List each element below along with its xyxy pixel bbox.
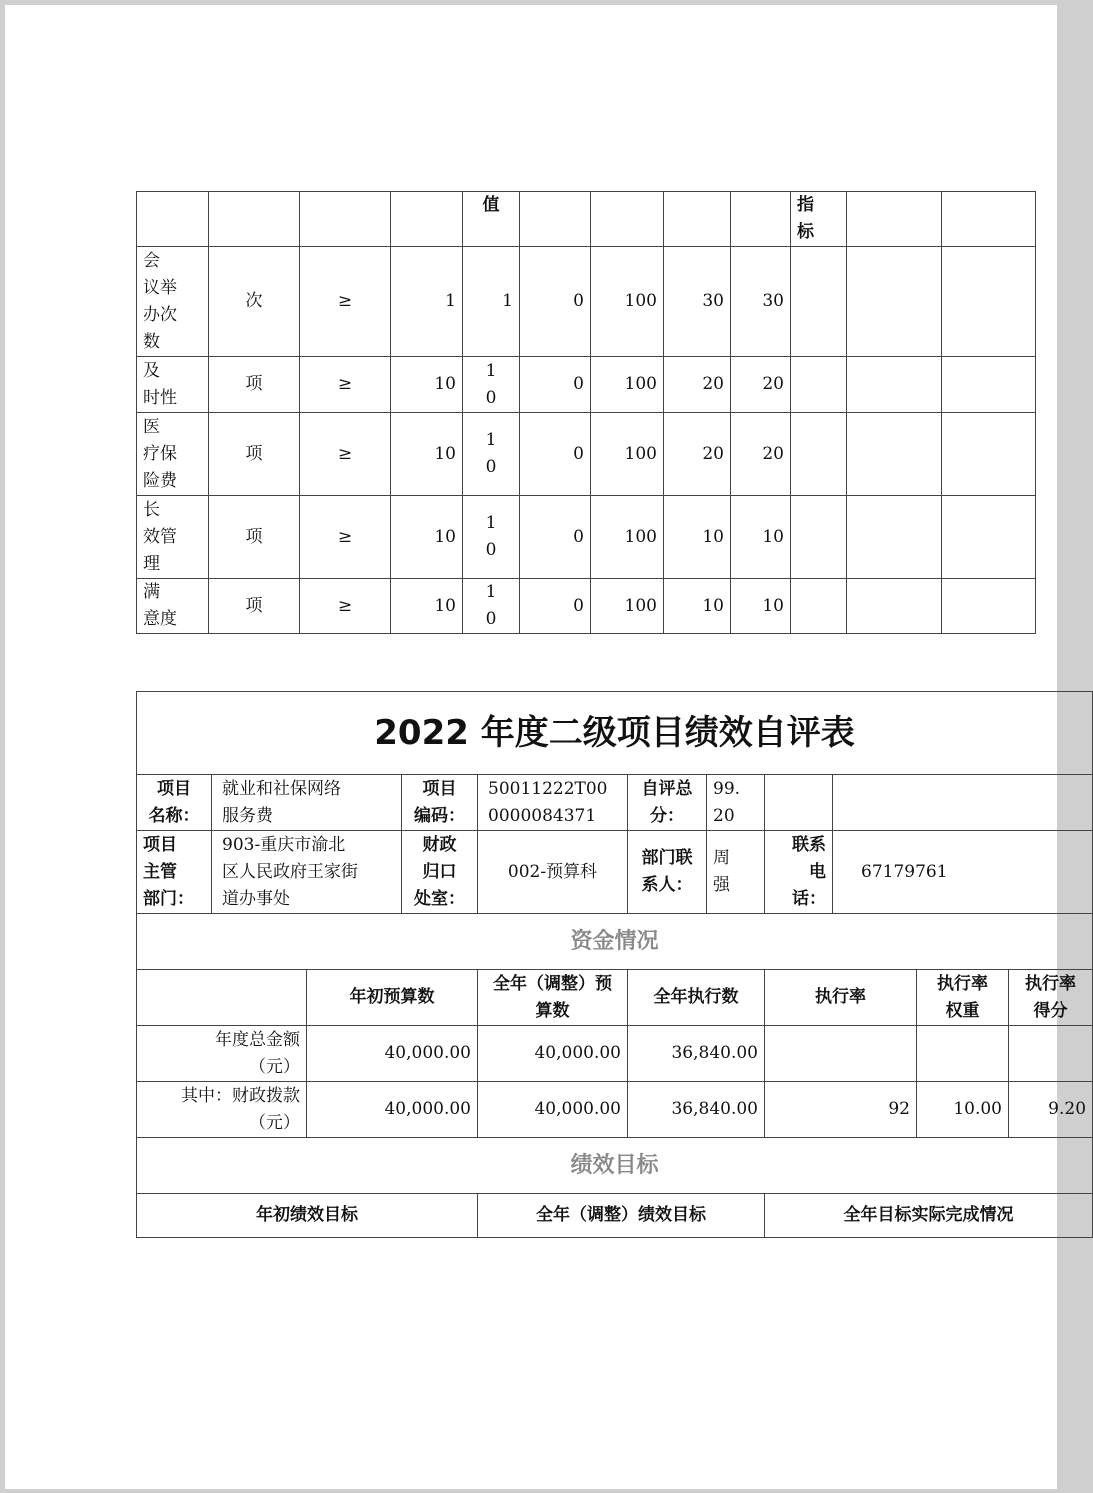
indicator-actual: 1 0 <box>463 496 520 579</box>
indicator-name: 长 效管 理 <box>137 496 209 579</box>
funds-row-label: 其中：财政拨款 （元） <box>137 1082 307 1138</box>
self-score-label: 自评总 分： <box>628 775 707 831</box>
contact-label: 部门联 系人： <box>628 831 707 914</box>
indicator-unit: 项 <box>209 357 300 413</box>
dept-label: 项目 主管 部门： <box>137 831 212 914</box>
table-row <box>137 1026 1093 1082</box>
indicator-name: 满 意度 <box>137 579 209 634</box>
indicator-weight: 20 <box>664 413 731 496</box>
indicator-name: 医 疗保 险费 <box>137 413 209 496</box>
contact-value: 周 强 <box>707 831 765 914</box>
indicator-unit: 次 <box>209 247 300 357</box>
indicator-rate: 100 <box>591 357 664 413</box>
indicator-rate: 100 <box>591 579 664 634</box>
form-title: 2022 年度二级项目绩效自评表 <box>137 692 1093 775</box>
indicator-actual: 1 0 <box>463 579 520 634</box>
header-indicator-fragment: 指 标 <box>791 192 847 247</box>
funds-header-row <box>137 970 1093 1026</box>
indicator-deviation: 0 <box>520 579 591 634</box>
indicator-name: 会 议举 办次 数 <box>137 247 209 357</box>
funds-section-heading: 资金情况 <box>137 914 1093 970</box>
phone-label: 联系 电 话： <box>765 831 833 914</box>
indicator-score: 10 <box>731 579 791 634</box>
table-row <box>137 413 1036 496</box>
funds-header-rate: 执行率 <box>765 970 917 1026</box>
dept-value: 903-重庆市渝北 区人民政府王家街 道办事处 <box>212 831 402 914</box>
funds-initial: 40,000.00 <box>307 1082 478 1138</box>
table-row <box>137 579 1036 634</box>
funds-executed: 36,840.00 <box>628 1082 765 1138</box>
funds-header-executed: 全年执行数 <box>628 970 765 1026</box>
funds-score <box>1009 1026 1093 1082</box>
funds-header-score: 执行率 得分 <box>1009 970 1093 1026</box>
project-info-row <box>137 775 1093 831</box>
indicator-score: 20 <box>731 413 791 496</box>
funds-row-label: 年度总金额 （元） <box>137 1026 307 1082</box>
indicator-rate: 100 <box>591 247 664 357</box>
indicator-actual: 1 0 <box>463 357 520 413</box>
funds-score: 9.20 <box>1009 1082 1093 1138</box>
perf-header-adjusted: 全年（调整）绩效目标 <box>478 1194 765 1238</box>
finance-office-label: 财政 归口 处室： <box>402 831 478 914</box>
funds-rate <box>765 1026 917 1082</box>
indicator-target: 10 <box>391 413 463 496</box>
table-row <box>137 496 1036 579</box>
indicator-weight: 10 <box>664 496 731 579</box>
funds-header-adjusted: 全年（调整）预 算数 <box>478 970 628 1026</box>
indicator-score: 20 <box>731 357 791 413</box>
department-info-row <box>137 831 1093 914</box>
indicator-operator: ≥ <box>300 357 391 413</box>
project-name-label: 项目 名称： <box>137 775 212 831</box>
indicator-score: 30 <box>731 247 791 357</box>
indicator-table <box>136 191 1036 634</box>
table-row <box>137 247 1036 357</box>
perf-header-actual: 全年目标实际完成情况 <box>765 1194 1093 1238</box>
funds-header-weight: 执行率 权重 <box>917 970 1009 1026</box>
indicator-rate: 100 <box>591 413 664 496</box>
indicator-deviation: 0 <box>520 413 591 496</box>
funds-weight <box>917 1026 1009 1082</box>
indicator-weight: 10 <box>664 579 731 634</box>
indicator-target: 1 <box>391 247 463 357</box>
funds-executed: 36,840.00 <box>628 1026 765 1082</box>
indicator-name: 及 时性 <box>137 357 209 413</box>
finance-office-value: 002-预算科 <box>478 831 628 914</box>
indicator-deviation: 0 <box>520 247 591 357</box>
indicator-target: 10 <box>391 579 463 634</box>
funds-adjusted: 40,000.00 <box>478 1026 628 1082</box>
self-evaluation-form <box>136 691 1093 1238</box>
document-page <box>5 5 1087 1489</box>
project-code-value: 50011222T00 0000084371 <box>478 775 628 831</box>
indicator-target: 10 <box>391 496 463 579</box>
table-row <box>137 1082 1093 1138</box>
indicator-actual: 1 0 <box>463 413 520 496</box>
indicator-operator: ≥ <box>300 579 391 634</box>
project-name-value: 就业和社保网络 服务费 <box>212 775 402 831</box>
project-code-label: 项目 编码： <box>402 775 478 831</box>
phone-value: 67179761 <box>833 831 1093 914</box>
header-value-fragment: 值 <box>463 192 520 247</box>
indicator-weight: 30 <box>664 247 731 357</box>
funds-weight: 10.00 <box>917 1082 1009 1138</box>
funds-header-initial: 年初预算数 <box>307 970 478 1026</box>
funds-initial: 40,000.00 <box>307 1026 478 1082</box>
indicator-operator: ≥ <box>300 413 391 496</box>
indicator-weight: 20 <box>664 357 731 413</box>
indicator-deviation: 0 <box>520 496 591 579</box>
indicator-target: 10 <box>391 357 463 413</box>
funds-rate: 92 <box>765 1082 917 1138</box>
form-title-row <box>137 692 1093 775</box>
indicator-unit: 项 <box>209 496 300 579</box>
indicator-unit: 项 <box>209 413 300 496</box>
perf-header-initial: 年初绩效目标 <box>137 1194 478 1238</box>
perf-section-heading: 绩效目标 <box>137 1138 1093 1194</box>
indicator-rate: 100 <box>591 496 664 579</box>
indicator-deviation: 0 <box>520 357 591 413</box>
funds-adjusted: 40,000.00 <box>478 1082 628 1138</box>
indicator-operator: ≥ <box>300 496 391 579</box>
self-score-value: 99. 20 <box>707 775 765 831</box>
indicator-operator: ≥ <box>300 247 391 357</box>
perf-section-row <box>137 1138 1093 1194</box>
funds-section-row <box>137 914 1093 970</box>
indicator-header-row <box>137 192 1036 247</box>
table-row <box>137 357 1036 413</box>
indicator-actual: 1 <box>463 247 520 357</box>
indicator-score: 10 <box>731 496 791 579</box>
perf-header-row <box>137 1194 1093 1238</box>
indicator-unit: 项 <box>209 579 300 634</box>
